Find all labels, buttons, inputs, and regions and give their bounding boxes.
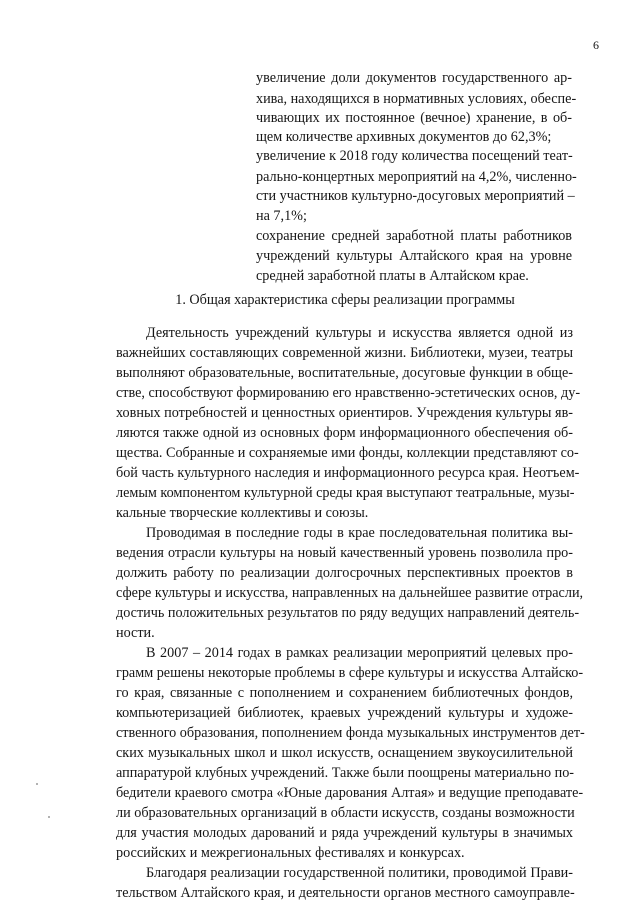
list-item: щем количестве архивных документов до 62,3%; — [256, 129, 552, 145]
paragraph-line: достичь положительных результатов по ряду ведущих направлений деятель- — [116, 605, 580, 621]
paragraph-line: для участия молодых дарований и ряда учреждений культуры в значимых — [116, 825, 573, 841]
list-item: сохранение средней заработной платы работников — [256, 228, 572, 244]
list-item: увеличение доли документов государственного ар- — [256, 70, 572, 86]
paragraph-line: ственного образования, пополнением фонда музыкальных инструментов дет- — [116, 725, 585, 741]
paragraph-line: Деятельность учреждений культуры и искусства является одной из — [146, 325, 573, 341]
page-number: 6 — [593, 38, 599, 52]
paragraph-line: тельством Алтайского края, и деятельности органов местного самоуправле- — [116, 885, 575, 901]
paragraph-line: бой часть культурного наследия и информационного ресурса края. Неотъем- — [116, 465, 580, 481]
paragraph-line: выполняют образовательные, воспитательные, досуговые функции в обще- — [116, 365, 573, 381]
paragraph-line: го края, связанные с пополнением и сохранением библиотечных фондов, — [116, 685, 573, 701]
paragraph-line: аппаратурой клубных учреждений. Также были поощрены материально по- — [116, 765, 575, 781]
list-item: хива, находящихся в нормативных условиях, обеспе- — [256, 91, 577, 107]
list-item: средней заработной платы в Алтайском крае. — [256, 268, 529, 284]
paragraph-line: ведения отрасли культуры на новый качественный уровень позволила про- — [116, 545, 573, 561]
paragraph-line: лемым компонентом культурной среды края выступают театральные, музы- — [116, 485, 575, 501]
paragraph-line: В 2007 – 2014 годах в рамках реализации мероприятий целевых про- — [146, 645, 573, 661]
paragraph-line: кальные творческие коллективы и союзы. — [116, 505, 369, 521]
section-heading: 1. Общая характеристика сферы реализации программы — [175, 292, 515, 308]
list-item: сти участников культурно-досуговых мероприятий – — [256, 188, 575, 204]
paragraph-line: бедители краевого смотра «Юные дарования Алтая» и ведущие преподавате- — [116, 785, 584, 801]
paragraph-line: ности. — [116, 625, 155, 641]
paragraph-line: ли образовательных организаций в области искусств, созданы возможности — [116, 805, 575, 821]
paragraph-line: грамм решены некоторые проблемы в сфере культуры и искусства Алтайско- — [116, 665, 584, 681]
paragraph-line: должить работу по реализации долгосрочных перспективных проектов в — [116, 565, 573, 581]
scan-speck — [48, 816, 50, 818]
paragraph-line: ских музыкальных школ и школ искусств, оснащением звукоусилительной — [116, 745, 573, 761]
list-item: чивающих их постоянное (вечное) хранение, в об- — [256, 110, 572, 126]
list-item: увеличение к 2018 году количества посещений теат- — [256, 148, 573, 164]
paragraph-line: компьютеризацией библиотек, краевых учреждений культуры и художе- — [116, 705, 573, 721]
scan-speck — [36, 783, 38, 785]
paragraph-line: щества. Собранные и сохраняемые ими фонды, коллекции представляют со- — [116, 445, 579, 461]
paragraph-line: ховных потребностей и ценностных ориентиров. Учреждения культуры яв- — [116, 405, 573, 421]
paragraph-line: российских и межрегиональных фестивалях и конкурсах. — [116, 845, 465, 861]
paragraph-line: ляются также одной из основных форм информационного обеспечения об- — [116, 425, 573, 441]
paragraph-line: сфере культуры и искусства, направленных на дальнейшее развитие отрасли, — [116, 585, 584, 601]
paragraph-line: Проводимая в последние годы в крае последовательная политика вы- — [146, 525, 573, 541]
list-item: на 7,1%; — [256, 208, 307, 224]
paragraph-line: стве, способствуют формированию его нравственно-эстетических основ, ду- — [116, 385, 581, 401]
paragraph-line: Благодаря реализации государственной политики, проводимой Прави- — [146, 865, 573, 881]
list-item: учреждений культуры Алтайского края на уровне — [256, 248, 572, 264]
list-item: рально-концертных мероприятий на 4,2%, численно- — [256, 169, 577, 185]
paragraph-line: важнейших составляющих современной жизни. Библиотеки, музеи, театры — [116, 345, 573, 361]
